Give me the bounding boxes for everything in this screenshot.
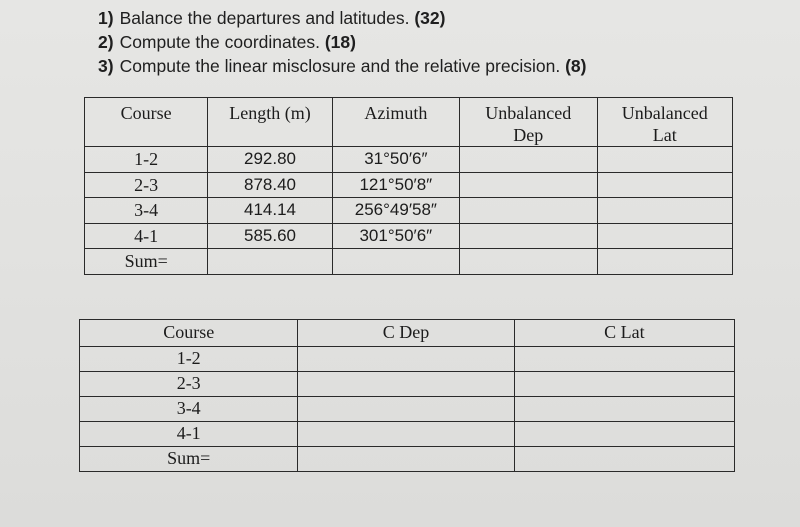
header-c-lat: C Lat (514, 320, 734, 347)
header-unbalanced-lat-line1: Unbalanced (621, 103, 708, 123)
instruction-number: 1) (98, 8, 114, 28)
instruction-points: (32) (414, 8, 446, 28)
cell-azimuth: 256°49′58″ (332, 198, 459, 224)
corrections-table (79, 319, 735, 472)
instruction-number: 2) (98, 32, 114, 52)
cell-length: 414.14 (208, 198, 332, 224)
header-length: Length (m) (208, 98, 332, 147)
sum-label: Sum= (85, 249, 208, 275)
sum-row (80, 447, 735, 472)
cell-c-lat[interactable] (514, 397, 734, 422)
header-course: Course (85, 98, 208, 147)
cell-unbalanced-dep[interactable] (460, 147, 597, 173)
cell-course: 4-1 (80, 422, 298, 447)
instruction-points: (8) (565, 56, 587, 76)
sum-unbalanced-dep-cell[interactable] (460, 249, 597, 275)
cell-c-dep[interactable] (298, 347, 514, 372)
cell-unbalanced-dep[interactable] (460, 223, 597, 249)
cell-c-dep[interactable] (298, 397, 514, 422)
cell-azimuth: 121°50′8″ (332, 172, 459, 198)
sum-label: Sum= (80, 447, 298, 472)
table-row (80, 422, 735, 447)
cell-azimuth: 31°50′6″ (332, 147, 459, 173)
cell-unbalanced-lat[interactable] (597, 223, 732, 249)
instruction-text: Compute the coordinates. (119, 32, 320, 52)
cell-azimuth: 301°50′6″ (332, 223, 459, 249)
table-row (85, 147, 733, 173)
cell-c-lat[interactable] (514, 372, 734, 397)
instruction-number: 3) (98, 56, 114, 76)
instruction-text: Balance the departures and latitudes. (119, 8, 410, 28)
traverse-table (84, 97, 733, 275)
sum-length-cell[interactable] (208, 249, 332, 275)
table-row (85, 223, 733, 249)
cell-unbalanced-lat[interactable] (597, 172, 732, 198)
cell-course: 1-2 (80, 347, 298, 372)
cell-length: 878.40 (208, 172, 332, 198)
cell-unbalanced-lat[interactable] (597, 198, 732, 224)
table-header-row (80, 320, 735, 347)
cell-c-lat[interactable] (514, 422, 734, 447)
table-header-row (85, 98, 733, 147)
header-unbalanced-lat (597, 98, 732, 147)
cell-course: 2-3 (80, 372, 298, 397)
header-course: Course (80, 320, 298, 347)
cell-course: 2-3 (85, 172, 208, 198)
instruction-item (98, 30, 586, 54)
header-unbalanced-dep (460, 98, 597, 147)
cell-course: 1-2 (85, 147, 208, 173)
table-row (80, 397, 735, 422)
cell-unbalanced-lat[interactable] (597, 147, 732, 173)
header-azimuth: Azimuth (332, 98, 459, 147)
header-unbalanced-lat-line2: Lat (652, 125, 677, 145)
sum-c-dep-cell[interactable] (298, 447, 514, 472)
sum-azimuth-cell (332, 249, 459, 275)
cell-length: 585.60 (208, 223, 332, 249)
cell-c-dep[interactable] (298, 422, 514, 447)
header-unbalanced-dep-line1: Unbalanced (485, 103, 572, 123)
table-row (80, 372, 735, 397)
header-c-dep: C Dep (298, 320, 514, 347)
instruction-text: Compute the linear misclosure and the relative precision. (119, 56, 561, 76)
cell-c-lat[interactable] (514, 347, 734, 372)
cell-unbalanced-dep[interactable] (460, 172, 597, 198)
table-row (85, 172, 733, 198)
sum-unbalanced-lat-cell[interactable] (597, 249, 732, 275)
instructions-list (98, 6, 586, 78)
table-row (85, 198, 733, 224)
header-unbalanced-dep-line2: Dep (513, 125, 544, 145)
table-row (80, 347, 735, 372)
cell-c-dep[interactable] (298, 372, 514, 397)
cell-course: 3-4 (85, 198, 208, 224)
sum-row (85, 249, 733, 275)
instruction-item (98, 6, 586, 30)
cell-course: 4-1 (85, 223, 208, 249)
cell-length: 292.80 (208, 147, 332, 173)
cell-unbalanced-dep[interactable] (460, 198, 597, 224)
instruction-item (98, 54, 586, 78)
sum-c-lat-cell[interactable] (514, 447, 734, 472)
instruction-points: (18) (324, 32, 356, 52)
cell-course: 3-4 (80, 397, 298, 422)
